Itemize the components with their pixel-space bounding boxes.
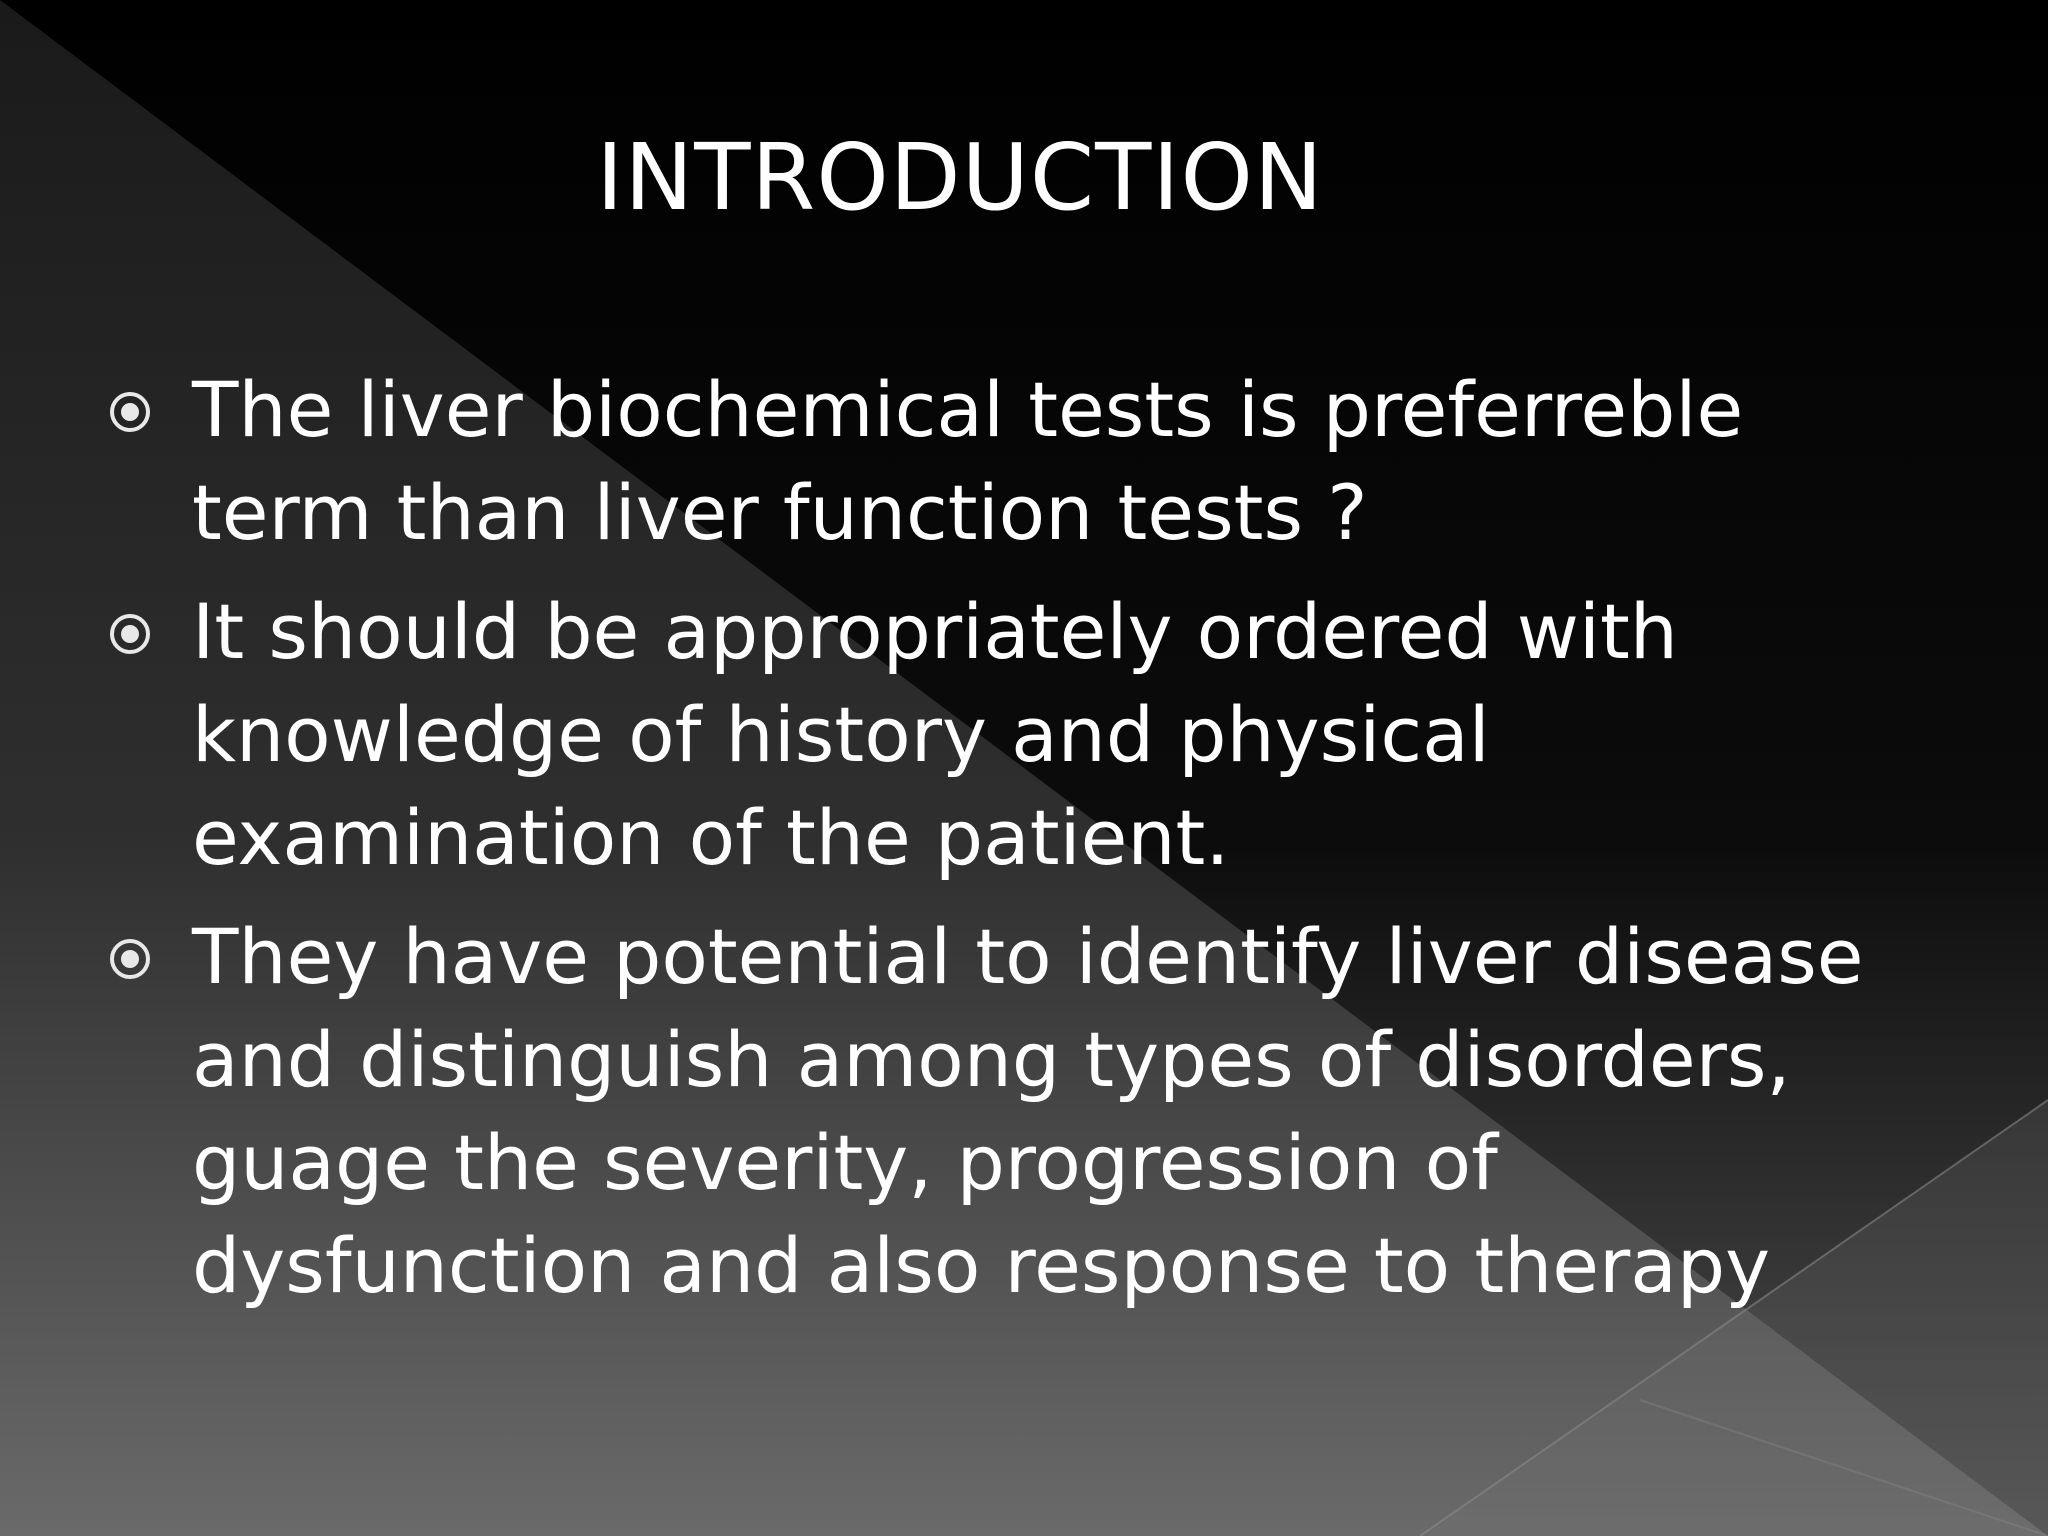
bullet-item bbox=[110, 580, 1940, 889]
target-bullet-icon bbox=[110, 939, 150, 979]
bullet-text: The liver biochemical tests is preferreble term than liver function tests ? bbox=[192, 365, 1744, 557]
bullet-text: It should be appropriately ordered with knowledge of history and physical examination of the patient. bbox=[192, 587, 1678, 882]
slide-title: INTRODUCTION bbox=[596, 124, 1324, 231]
bullet-list bbox=[110, 358, 1940, 1333]
target-bullet-icon bbox=[110, 614, 150, 654]
target-bullet-icon bbox=[110, 392, 150, 432]
bullet-item bbox=[110, 358, 1940, 564]
bullet-text: They have potential to identify liver disease and distinguish among types of disorders, guage the severity, progression of dysfunction and also response to therapy bbox=[192, 912, 1864, 1310]
bullet-item bbox=[110, 905, 1940, 1317]
